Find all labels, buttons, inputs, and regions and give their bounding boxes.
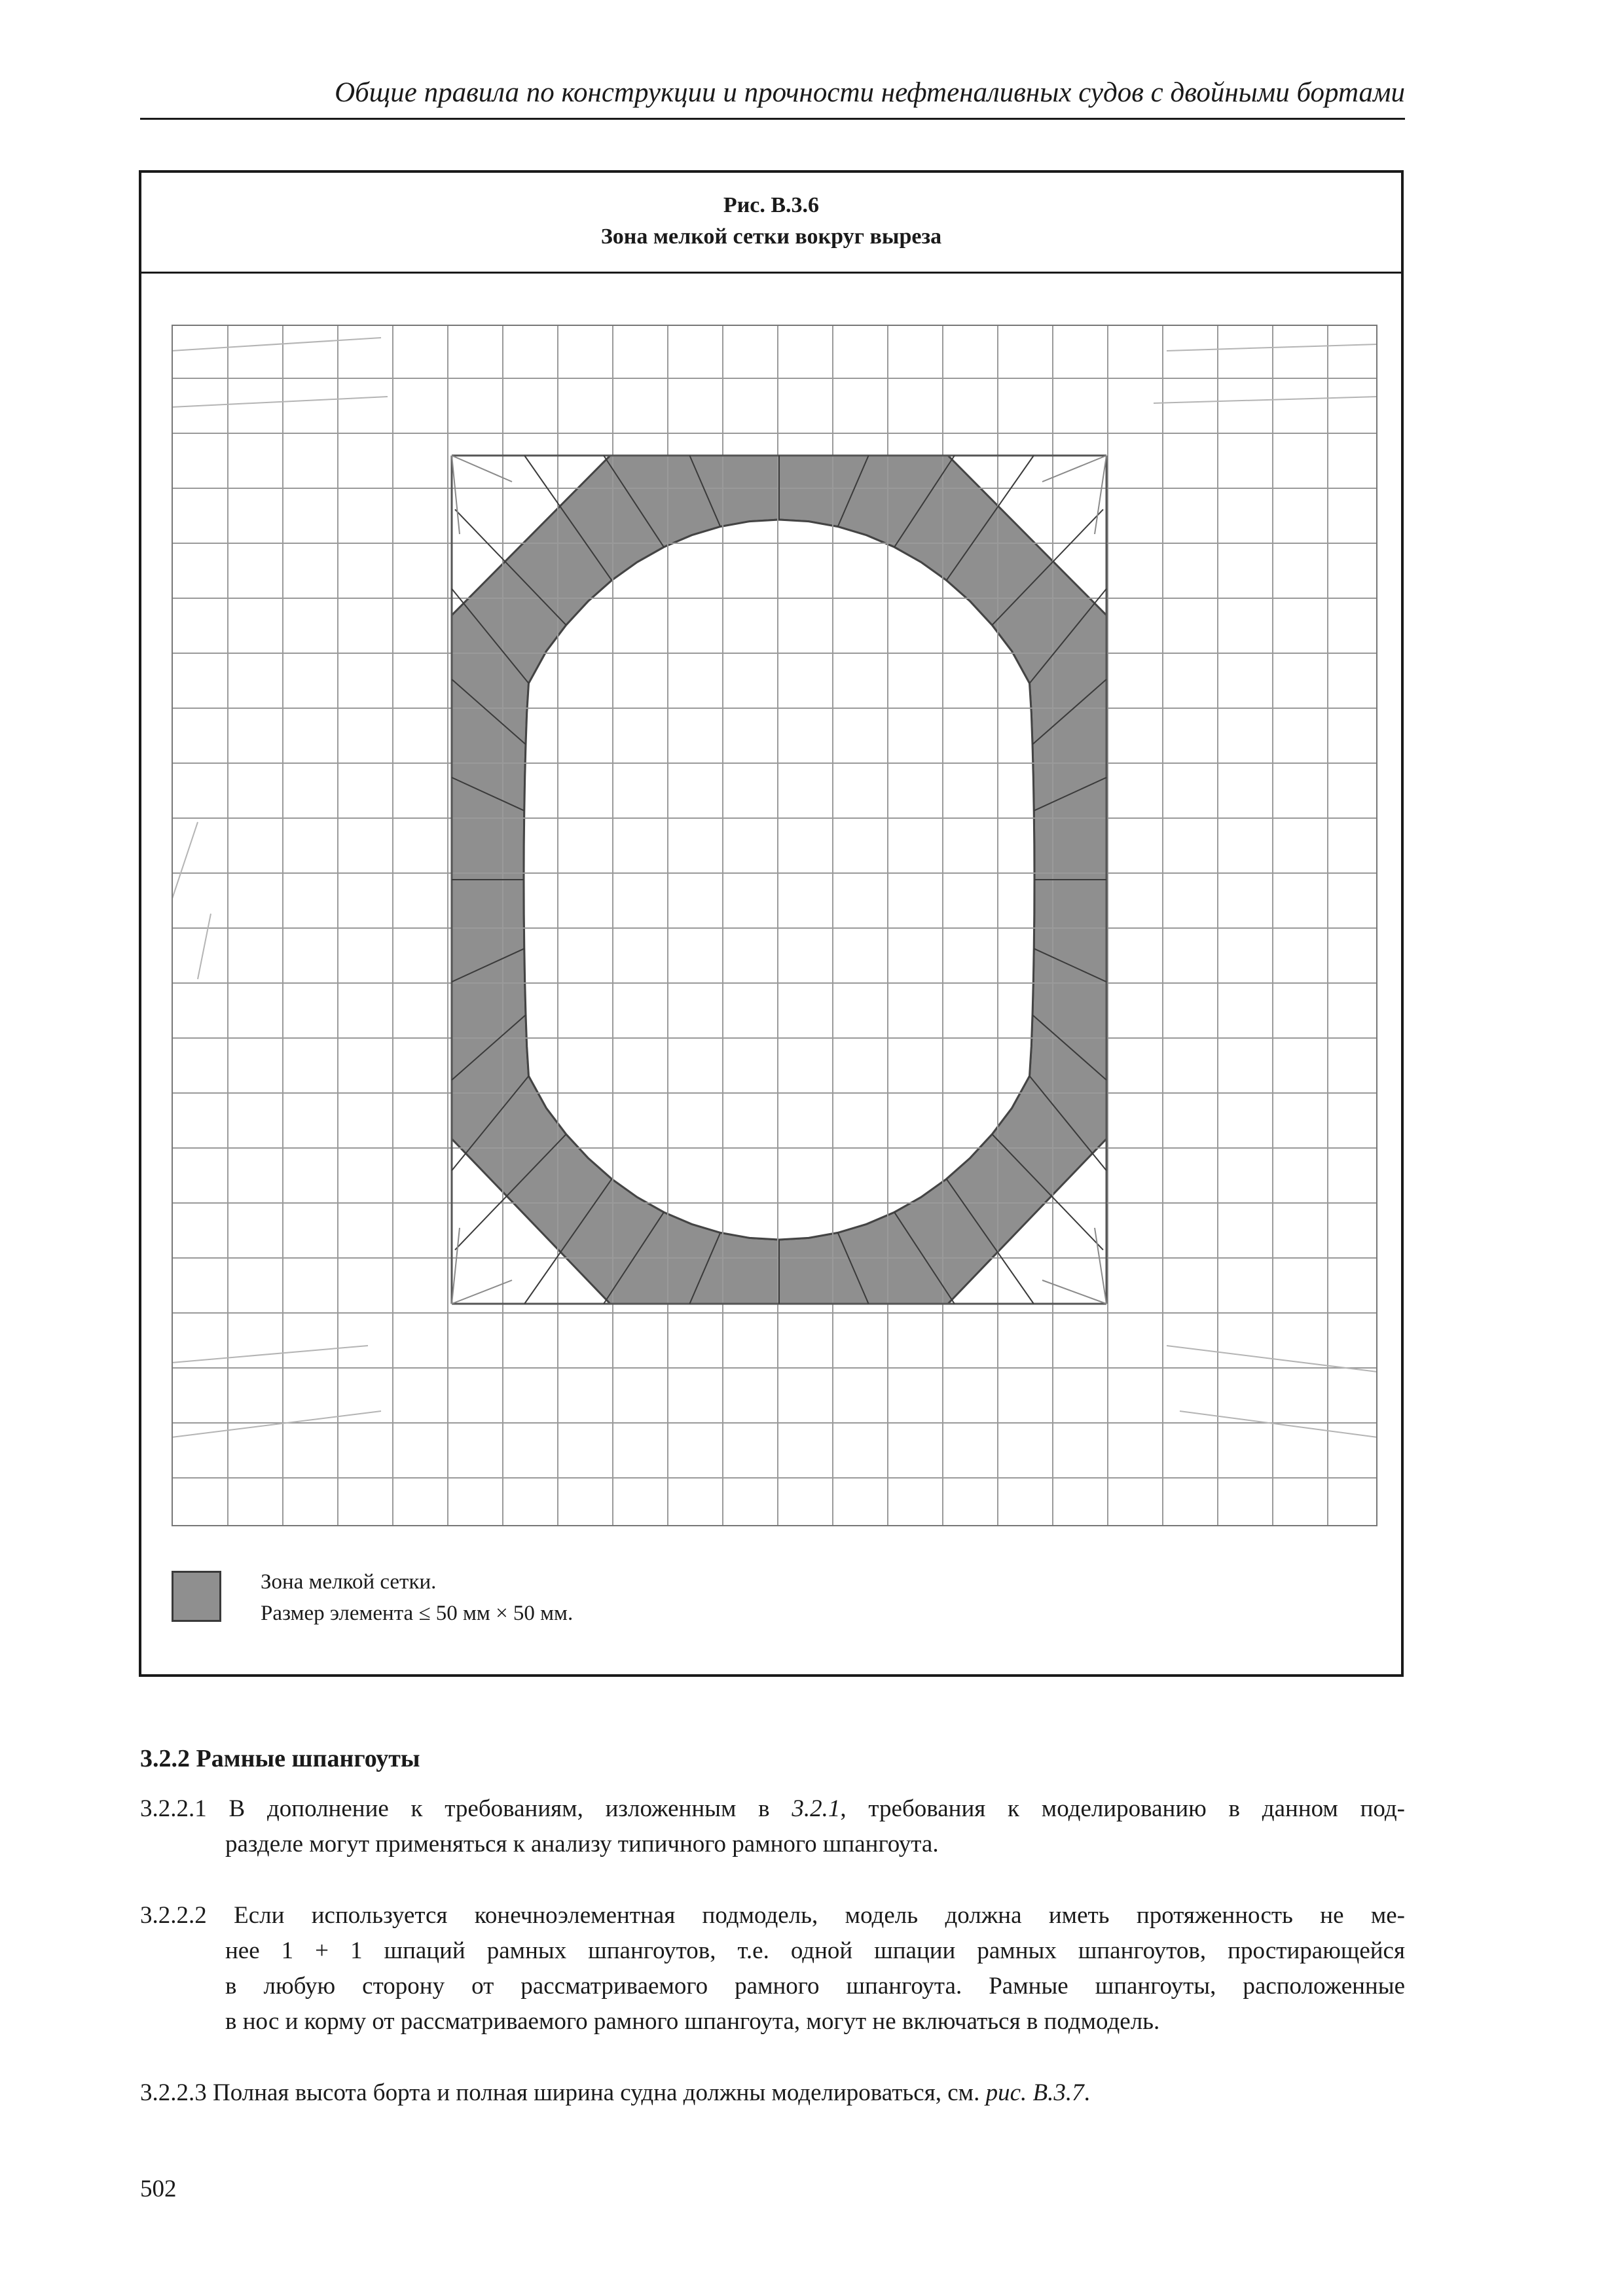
transition-mesh-line bbox=[1042, 456, 1106, 482]
mesh-distortion-line bbox=[172, 1411, 381, 1437]
transition-mesh-line bbox=[1095, 1228, 1106, 1304]
legend-swatch bbox=[172, 1571, 221, 1622]
paragraph-line: 3.2.2.2 Если используется конечноэлементная подмодель, модель должна иметь протяженность не ме- bbox=[140, 1902, 1405, 1929]
transition-mesh-line bbox=[452, 1228, 460, 1304]
mesh-distortion-line bbox=[1154, 397, 1377, 403]
transition-mesh-line bbox=[1042, 1280, 1106, 1304]
page-number: 502 bbox=[140, 2176, 177, 2202]
transition-mesh-line bbox=[452, 456, 460, 534]
paragraph-3-2-2-1 bbox=[140, 1791, 1405, 1862]
mesh-distortion-line bbox=[1180, 1411, 1377, 1437]
paragraph-3-2-2-2 bbox=[140, 1898, 1405, 2039]
paragraph-line: разделе могут применяться к анализу типичного рамного шпангоута. bbox=[225, 1831, 939, 1857]
cross-reference-link[interactable]: рис. В.3.7 bbox=[985, 2079, 1084, 2106]
paragraph-line: 3.2.2.3 Полная высота борта и полная ширина судна должны моделироваться, см. рис. В.3.7. bbox=[140, 2079, 1090, 2106]
cutout-opening bbox=[524, 520, 1034, 1240]
paragraph-line: в любую сторону от рассматриваемого рамного шпангоута. Рамные шпангоуты, расположенные bbox=[225, 1973, 1405, 2000]
paragraph-line: 3.2.2.1 В дополнение к требованиям, изложенным в 3.2.1, требования к моделированию в данном под- bbox=[140, 1795, 1405, 1822]
header-rule bbox=[140, 118, 1405, 120]
transition-mesh-line bbox=[1095, 456, 1106, 534]
mesh-distortion-line bbox=[172, 822, 198, 901]
mesh-distortion-line bbox=[198, 914, 211, 979]
legend-line-2: Размер элемента ≤ 50 мм × 50 мм. bbox=[261, 1602, 574, 1625]
figure-title: Зона мелкой сетки вокруг выреза bbox=[600, 224, 942, 249]
fine-mesh-zone bbox=[452, 456, 1106, 1304]
legend-line-1: Зона мелкой сетки. bbox=[261, 1570, 437, 1594]
paragraph-line: нее 1 + 1 шпаций рамных шпангоутов, т.е. одной шпации рамных шпангоутов, простирающейся bbox=[225, 1937, 1405, 1964]
paragraph-3-2-2-3 bbox=[140, 2075, 1405, 2111]
paragraph-line: в нос и корму от рассматриваемого рамного шпангоута, могут не включаться в подмодель. bbox=[225, 2008, 1160, 2035]
mesh-distortion-line bbox=[172, 338, 381, 351]
mesh-figure bbox=[172, 325, 1377, 1526]
figure-number: Рис. В.3.6 bbox=[723, 193, 820, 217]
mesh-distortion-line bbox=[172, 397, 388, 407]
section-heading: 3.2.2 Рамные шпангоуты bbox=[140, 1745, 420, 1772]
running-header: Общие правила по конструкции и прочности нефтеналивных судов с двойными бортами bbox=[335, 77, 1405, 108]
cross-reference-link[interactable]: 3.2.1 bbox=[792, 1795, 841, 1822]
legend-text bbox=[261, 1566, 573, 1629]
figure-caption bbox=[141, 173, 1401, 274]
